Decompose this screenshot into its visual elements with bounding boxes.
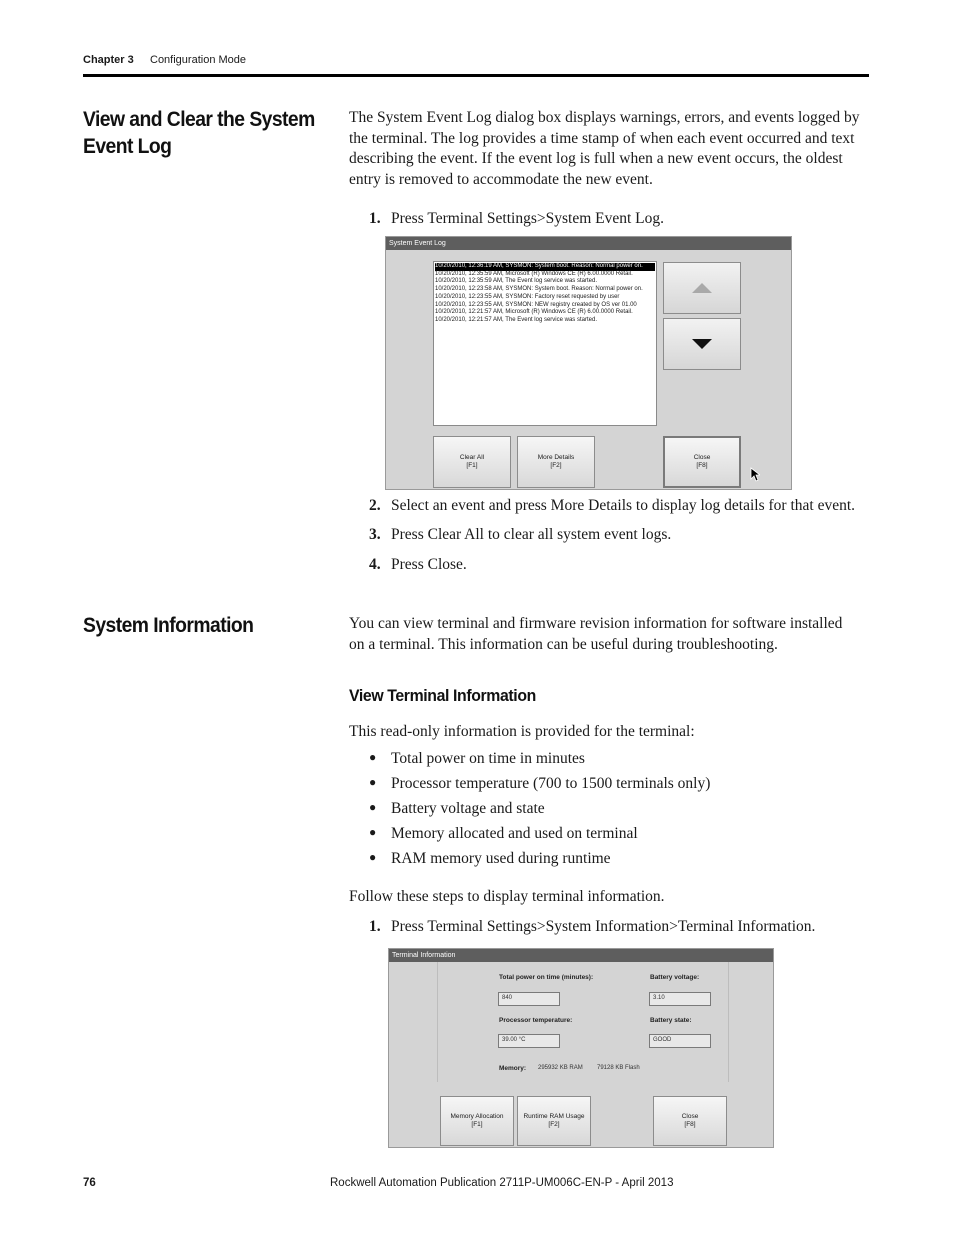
button-key: [F2] (548, 1121, 560, 1128)
scroll-down-button[interactable] (663, 318, 741, 370)
step-number: 4. (369, 556, 381, 573)
list-item-text: Total power on time in minutes (391, 750, 585, 767)
battery-voltage-label: Battery voltage: (650, 974, 700, 981)
processor-temperature-field: 39.00 °C (498, 1034, 560, 1048)
runtime-ram-usage-button[interactable] (517, 1096, 591, 1146)
list-item (369, 797, 710, 822)
processor-temperature-label: Processor temperature: (499, 1017, 573, 1024)
list-item-text: Memory allocated and used on terminal (391, 825, 638, 842)
memory-label: Memory: (499, 1065, 527, 1072)
log-entry[interactable]: 10/20/2010, 12:23:58 AM, SYSMON: System boot. Reason: Normal power on. (435, 286, 643, 293)
arrow-up-icon (691, 282, 713, 294)
paragraph-line: entry is removed to accommodate the new event. (349, 170, 653, 188)
memory-ram-value: 295932 KB RAM (538, 1065, 583, 1071)
battery-state-label: Battery state: (650, 1017, 692, 1024)
section-heading-event-log (83, 106, 315, 160)
paragraph-line: The System Event Log dialog box displays warnings, errors, and events logged by (349, 109, 860, 126)
battery-voltage-field: 3.10 (649, 992, 711, 1006)
event-log-list[interactable] (433, 261, 657, 426)
button-label: Close (693, 454, 711, 461)
list-item (369, 847, 710, 872)
log-entry[interactable]: 10/20/2010, 12:36:19 AM, SYSMON: System boot. Reason: Normal power on. (435, 263, 655, 271)
step-text: Press Close. (391, 556, 467, 573)
system-info-intro (349, 614, 874, 655)
paragraph-line: describing the event. If the event log is full when a new event occurs, the oldest (349, 150, 843, 167)
button-label: Memory Allocation (450, 1113, 504, 1120)
terminal-info-step-1 (369, 917, 816, 937)
arrow-down-icon (691, 338, 713, 350)
event-log-intro (349, 108, 874, 190)
step-number: 1. (369, 918, 381, 935)
chapter-label: Chapter 3 (83, 54, 134, 66)
chapter-title: Configuration Mode (150, 54, 247, 66)
heading-line: Event Log (83, 135, 172, 158)
step-text: Select an event and press More Details to display log details for that event. (391, 497, 856, 514)
power-on-time-field: 840 (498, 992, 560, 1006)
list-item (369, 822, 710, 847)
follow-steps-text: Follow these steps to display terminal information. (349, 888, 665, 905)
button-label: Close (681, 1113, 699, 1120)
log-entry[interactable]: 10/20/2010, 12:21:57 AM, The Event log service was started. (435, 316, 597, 323)
paragraph-line: You can view terminal and firmware revision information for software installed (349, 615, 843, 632)
step-2 (369, 496, 856, 516)
dialog-title-bar: System Event Log (386, 237, 791, 250)
bullet-icon: ● (369, 825, 377, 839)
publication-footer: Rockwell Automation Publication 2711P-UM006C-EN-P - April 2013 (330, 1177, 674, 1189)
step-number: 3. (369, 526, 381, 543)
header-rule (83, 74, 869, 77)
subheading-view-terminal-information: View Terminal Information (349, 686, 536, 705)
log-entry[interactable]: 10/20/2010, 12:21:57 AM, Microsoft (R) Windows CE (R) 6.00.0000 Retail. (435, 309, 633, 316)
step-number: 1. (369, 210, 381, 227)
bullet-icon: ● (369, 750, 377, 764)
clear-all-button[interactable] (433, 436, 511, 488)
step-4 (369, 555, 467, 575)
page-number: 76 (83, 1177, 96, 1189)
button-key: [F1] (466, 462, 478, 469)
terminal-information-dialog (388, 948, 774, 1148)
button-key: [F1] (471, 1121, 483, 1128)
more-details-button[interactable] (517, 436, 595, 488)
mouse-pointer-icon (750, 467, 760, 482)
power-on-time-label: Total power on time (minutes): (499, 974, 594, 981)
button-label: Clear All (459, 454, 485, 461)
dialog-title-bar: Terminal Information (389, 949, 773, 962)
button-label: Runtime RAM Usage (523, 1113, 585, 1120)
memory-flash-value: 79128 KB Flash (597, 1065, 640, 1071)
step-text: Press Terminal Settings>System Event Log. (391, 210, 665, 227)
button-key: [F2] (550, 462, 562, 469)
list-item-text: RAM memory used during runtime (391, 850, 611, 867)
log-entry[interactable]: 10/20/2010, 12:23:55 AM, SYSMON: NEW registry created by OS ver 01.00 (435, 301, 637, 308)
bullet-icon: ● (369, 800, 377, 814)
section-heading-system-information: System Information (83, 614, 254, 637)
step-text: Press Clear All to clear all system event logs. (391, 526, 672, 543)
button-key: [F8] (684, 1121, 696, 1128)
step-3 (369, 525, 672, 545)
log-entry[interactable]: 10/20/2010, 12:35:59 AM, Microsoft (R) Windows CE (R) 6.00.0000 Retail. (435, 270, 633, 277)
step-1 (369, 209, 665, 229)
list-item-text: Battery voltage and state (391, 800, 545, 817)
log-entry[interactable]: 10/20/2010, 12:35:59 AM, The Event log service was started. (435, 278, 597, 285)
system-event-log-dialog (385, 236, 792, 490)
paragraph-line: the terminal. The log provides a time stamp of when each event occurred and text (349, 129, 855, 147)
paragraph-line: on a terminal. This information can be useful during troubleshooting. (349, 635, 778, 653)
scroll-up-button[interactable] (663, 262, 741, 314)
button-key: [F8] (696, 462, 708, 469)
button-label: More Details (537, 454, 575, 461)
bullet-icon: ● (369, 775, 377, 789)
heading-line: View and Clear the System (83, 108, 315, 131)
terminal-info-lead: This read-only information is provided for the terminal: (349, 723, 695, 740)
battery-state-field: GOOD (649, 1034, 711, 1048)
log-entry[interactable]: 10/20/2010, 12:23:55 AM, SYSMON: Factory reset requested by user (435, 293, 620, 300)
list-item (369, 747, 710, 772)
step-number: 2. (369, 497, 381, 514)
memory-allocation-button[interactable] (440, 1096, 514, 1146)
list-item-text: Processor temperature (700 to 1500 terminals only) (391, 775, 711, 792)
bullet-icon: ● (369, 850, 377, 864)
close-button[interactable] (663, 436, 741, 488)
list-item (369, 772, 711, 797)
close-button[interactable] (653, 1096, 727, 1146)
step-text: Press Terminal Settings>System Information>Terminal Information. (391, 918, 816, 935)
bullet-list (369, 747, 711, 872)
